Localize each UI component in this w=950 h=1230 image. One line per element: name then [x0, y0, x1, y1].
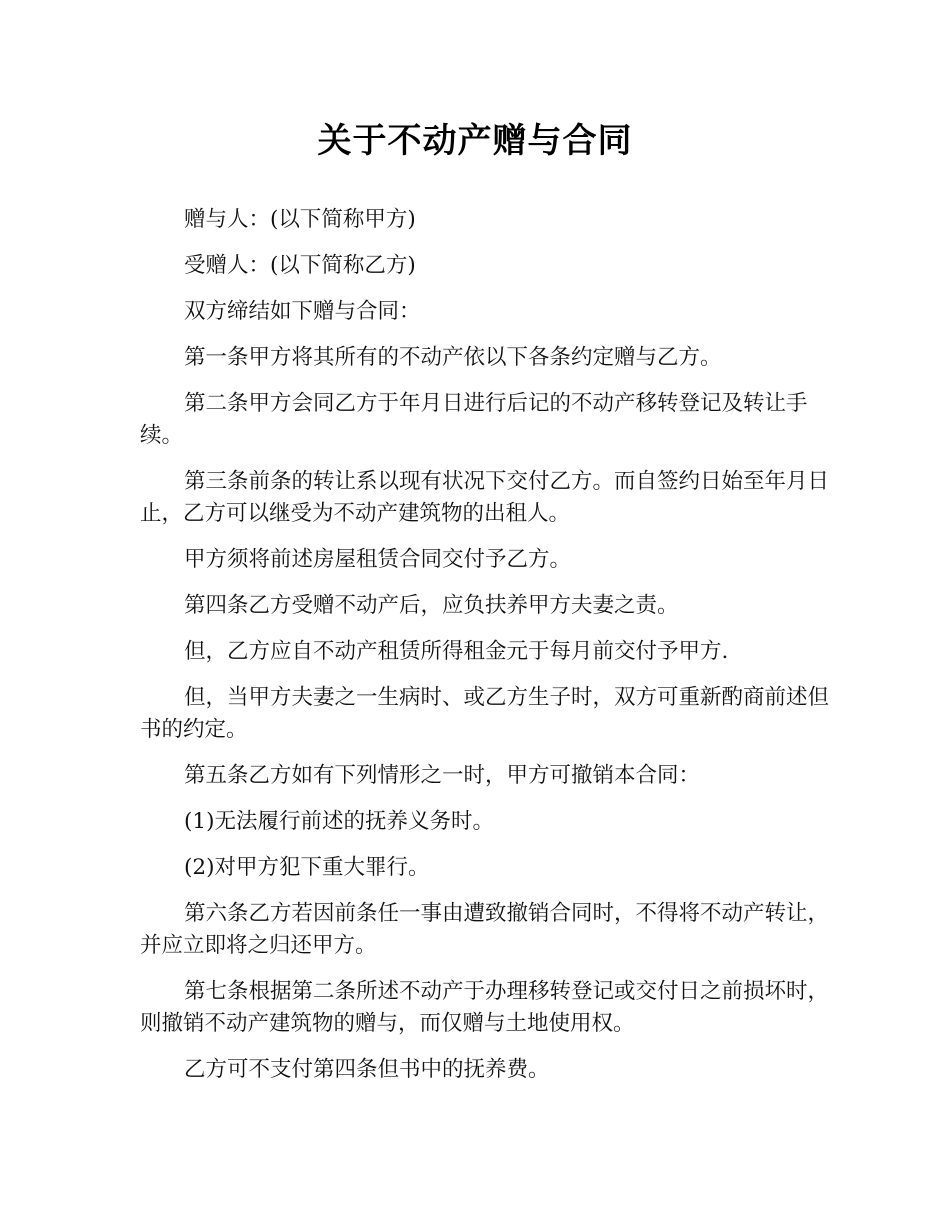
paragraph-article-2: 第二条甲方会同乙方于年月日进行后记的不动产移转登记及转让手续。: [140, 391, 808, 448]
paragraph-preamble: 双方缔结如下赠与合同：: [184, 299, 421, 324]
document-title: 关于不动产赠与合同: [317, 121, 633, 161]
paragraph-article-1: 第一条甲方将其所有的不动产依以下各条约定赠与乙方。: [184, 345, 722, 370]
document-body: [140, 204, 830, 1100]
paragraph-article-4: 第四条乙方受赠不动产后，应负扶养甲方夫妻之责。: [184, 593, 679, 618]
paragraph-article-6: 第六条乙方若因前条任一事由遭致撤销合同时，不得将不动产转让，并应立即将之归还甲方。: [140, 901, 830, 958]
paragraph-donee: 受赠人：(以下简称乙方): [184, 253, 416, 278]
paragraph-donor: 赠与人：(以下简称甲方): [184, 207, 416, 232]
paragraph-article-7: 第七条根据第二条所述不动产于办理移转登记或交付日之前损坏时，则撤销不动产建筑物的赠与，而仅赠与土地使用权。: [140, 979, 830, 1036]
paragraph-article-5: 第五条乙方如有下列情形之一时，甲方可撤销本合同：: [184, 763, 701, 788]
paragraph-article-3-cont: 甲方须将前述房屋租赁合同交付予乙方。: [184, 547, 572, 572]
paragraph-article-3: 第三条前条的转让系以现有状况下交付乙方。而自签约日始至年月日止，乙方可以继受为不动产建筑物的出租人。: [140, 469, 830, 526]
paragraph-article-7-cont: 乙方可不支付第四条但书中的抚养费。: [184, 1057, 550, 1082]
paragraph-article-5-item-2: (2)对甲方犯下重大罪行。: [184, 855, 430, 880]
paragraph-article-4-proviso-2: 但，当甲方夫妻之一生病时、或乙方生子时，双方可重新酌商前述但书的约定。: [140, 685, 830, 742]
paragraph-article-5-item-1: (1)无法履行前述的抚养义务时。: [184, 809, 494, 834]
paragraph-article-4-proviso-1: 但，乙方应自不动产租赁所得租金元于每月前交付予甲方.: [184, 639, 729, 664]
